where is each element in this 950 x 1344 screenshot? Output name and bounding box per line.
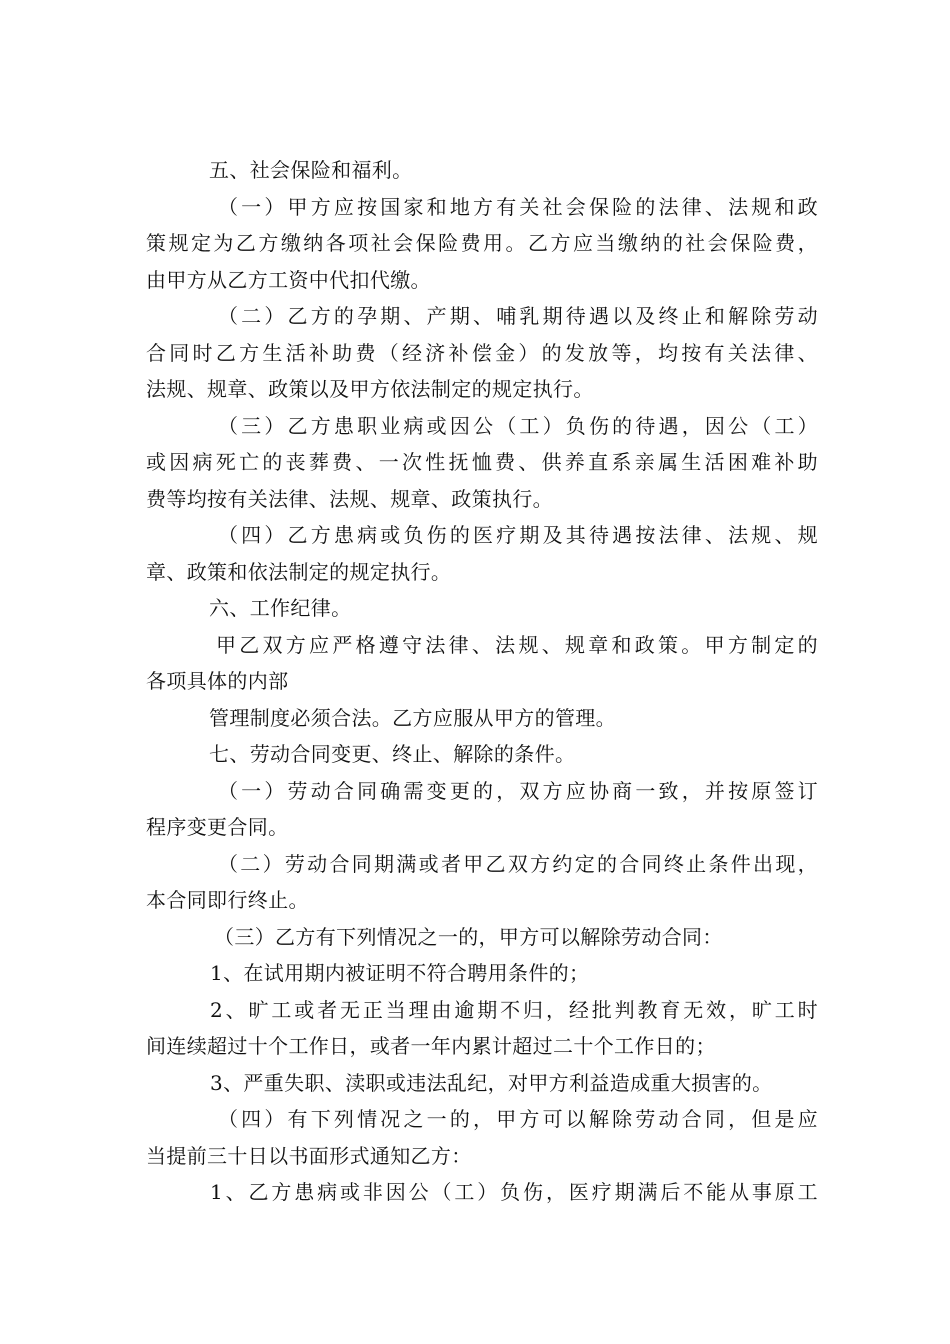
paragraph-line: 或因病死亡的丧葬费、一次性抚恤费、供养直系亲属生活困难补助 [146, 450, 818, 474]
list-item: 3、严重失职、渎职或违法乱纪，对甲方利益造成重大损害的。 [210, 1070, 773, 1095]
section-heading-contract-change: 七、劳动合同变更、终止、解除的条件。 [209, 742, 576, 766]
paragraph-line: 由甲方从乙方工资中代扣代缴。 [146, 267, 431, 292]
section-heading-work-discipline: 六、工作纪律。 [209, 596, 352, 620]
paragraph-line: 管理制度必须合法。乙方应服从甲方的管理。 [209, 705, 616, 730]
paragraph-line: 本合同即行终止。 [146, 888, 309, 912]
paragraph-line: （二）乙方的孕期、产期、哺乳期待遇以及终止和解除劳动 [218, 304, 818, 328]
paragraph-line: （二）劳动合同期满或者甲乙双方约定的合同终止条件出现， [218, 851, 818, 876]
paragraph-line: 合同时乙方生活补助费（经济补偿金）的发放等，均按有关法律、 [146, 340, 818, 365]
paragraph-line: （一）甲方应按国家和地方有关社会保险的法律、法规和政 [218, 194, 818, 219]
paragraph-line: （三）乙方患职业病或因公（工）负伤的待遇，因公（工） [218, 413, 818, 438]
paragraph-line: 各项具体的内部 [146, 669, 289, 693]
paragraph-line: （一）劳动合同确需变更的，双方应协商一致，并按原签订 [218, 778, 818, 803]
section-heading-social-insurance: 五、社会保险和福利。 [209, 158, 413, 182]
paragraph-line: 策规定为乙方缴纳各项社会保险费用。乙方应当缴纳的社会保险费， [146, 231, 818, 255]
list-item: 2、旷工或者无正当理由逾期不归，经批判教育无效，旷工时 [210, 997, 818, 1022]
list-item: 1、乙方患病或非因公（工）负伤，医疗期满后不能从事原工 [210, 1180, 818, 1204]
paragraph-line: 章、政策和依法制定的规定执行。 [146, 559, 452, 584]
paragraph-line: （三）乙方有下列情况之一的，甲方可以解除劳动合同： [214, 924, 723, 949]
paragraph-line: （四）有下列情况之一的，甲方可以解除劳动合同，但是应 [218, 1107, 818, 1131]
paragraph-line: 甲乙双方应严格遵守法律、法规、规章和政策。甲方制定的 [216, 632, 818, 657]
paragraph-line: 法规、规章、政策以及甲方依法制定的规定执行。 [146, 377, 594, 401]
list-item: 1、在试用期内被证明不符合聘用条件的； [210, 961, 590, 985]
paragraph-line: 费等均按有关法律、法规、规章、政策执行。 [146, 486, 553, 511]
paragraph-line: （四）乙方患病或负伤的医疗期及其待遇按法律、法规、规 [218, 523, 818, 547]
paragraph-line: 当提前三十日以书面形式通知乙方： [146, 1143, 472, 1168]
paragraph-line: 程序变更合同。 [146, 815, 289, 839]
paragraph-line: 间连续超过十个工作日，或者一年内累计超过二十个工作日的； [146, 1034, 716, 1058]
contract-body [146, 152, 818, 1211]
